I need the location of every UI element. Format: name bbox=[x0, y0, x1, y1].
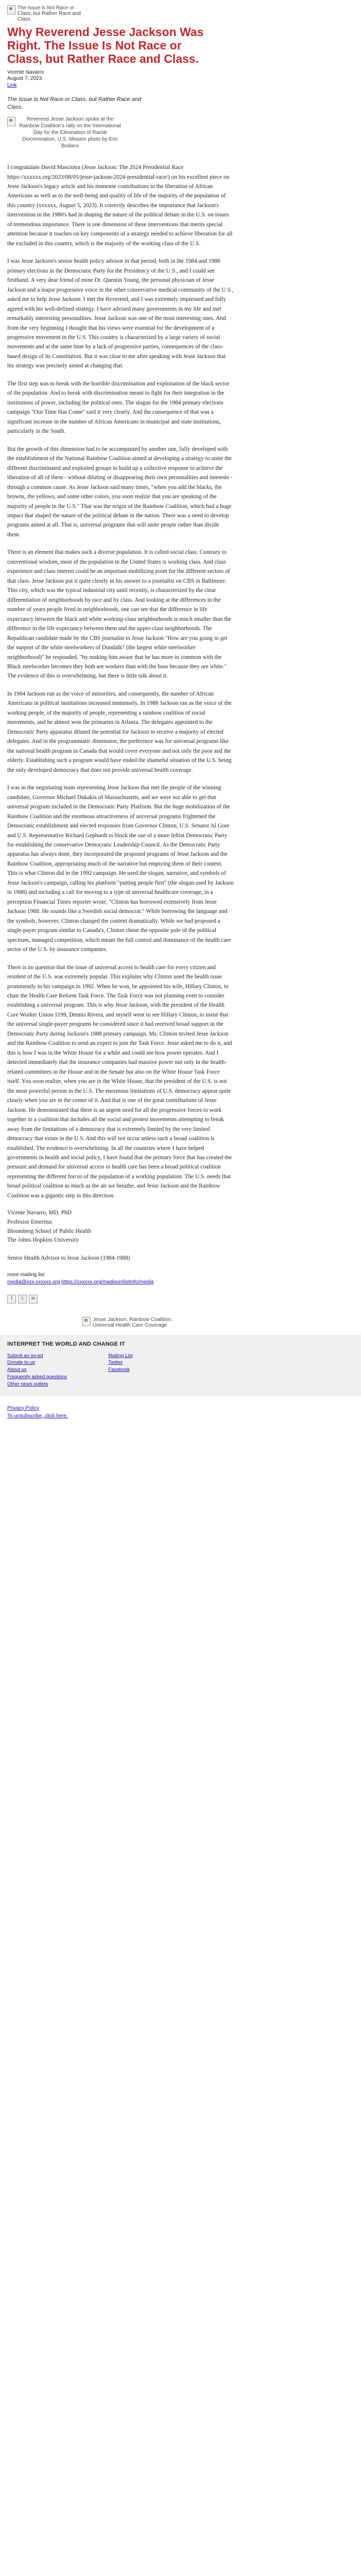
footer-link[interactable]: About us bbox=[7, 1367, 27, 1373]
broken-image-icon bbox=[7, 117, 15, 126]
article-link[interactable]: Link bbox=[7, 82, 17, 88]
signature-line: The Johns Hopkins University bbox=[7, 1237, 79, 1244]
site-footer bbox=[0, 1335, 361, 1396]
site-logo-alt: The Issue is Not Race or Class, but Rather Race and Class bbox=[18, 5, 81, 22]
privacy-policy-link[interactable]: Privacy Policy bbox=[7, 1405, 40, 1411]
unsubscribe-link[interactable]: To unsubscribe, click here. bbox=[7, 1413, 68, 1419]
footer-heading: INTERPRET THE WORLD AND CHANGE IT bbox=[7, 1341, 125, 1347]
signature-line: Senior Health Advisor to Jesse Jackson (1984-1988) bbox=[7, 1255, 130, 1262]
article-body bbox=[7, 163, 234, 1263]
author-signature bbox=[7, 1209, 234, 1263]
bottom-links bbox=[7, 1404, 354, 1420]
footer-link[interactable]: Facebook bbox=[108, 1367, 130, 1373]
broken-image-icon bbox=[7, 5, 15, 14]
facebook-icon[interactable]: f bbox=[7, 1295, 16, 1303]
article-subtitle: The Issue Is Not Race or Class, but Rather Race and Class. bbox=[7, 96, 141, 110]
mailing-list-email[interactable]: media@xxx.xxxxxx.org bbox=[7, 1279, 60, 1285]
article-title: Why Reverend Jesse Jackson Was Right. The Issue Is Not Race or Class, but Rather Race and Class. bbox=[7, 25, 204, 65]
footer-link[interactable]: Twitter bbox=[108, 1360, 123, 1366]
footer-column-1 bbox=[7, 1352, 67, 1388]
signature-line: Vicente Navarro, MD, PhD bbox=[7, 1210, 72, 1216]
broken-image-icon bbox=[82, 1317, 91, 1326]
footer-link[interactable]: Donate to us bbox=[7, 1360, 35, 1366]
footer-links bbox=[4, 1352, 357, 1388]
paragraph: I was in the negotiating team representing Jesse Jackson that met the people of the winning candidate, Governor Michael Dukakis of Massachusetts, and we were not able to get that universal program included in the Democratic Party Platform. But the huge mobilization of the Rainbow Coalition and the enormous attractiveness of universal programs frightened the Democratic establishment and elected responses from Governor Clinton, U.S. Senator Al Gore and U.S. Representative Richard Gephardt to block the use of a more leftist Democratic Party for establishing the conservative Democratic Leadership Council. As the Democratic Party apparatus has always done, they incorporated the proposed programs of Jesse Jackson and the Rainbow Coalition, appropriating much of the narrative but emptying them of their content. This is what Clinton did in the 1992 campaign. He used the slogan, narrative, and symbols of Jesse Jackson's campaign, calling his platform "putting people first" (the slogan used by Jackson in 1988) and including a call for moving to a type of universal healthcare coverage, in a perception Financial Times reporter wrote, "Clinton has borrowed extensively from Jesse Jackson 1988. He sounds like a Swedish social democrat." While borrowing the language and the symbols, however, Clinton changed the content dramatically. While we had proposed a single-payer program similar to Canada's, Clinton chose the opposite pole of the political spectrum, managed competition, which meant the full control and dominance of the health care sector of the U.S. by insurance companies. bbox=[7, 785, 234, 953]
footer-link[interactable]: Other news outlets bbox=[7, 1381, 48, 1387]
site-logo[interactable] bbox=[7, 5, 354, 22]
footer-link[interactable]: Submit an op-ed bbox=[7, 1352, 43, 1359]
mailing-list-url[interactable]: https://xxxxxx.org/madison/listinfo/media bbox=[61, 1279, 154, 1285]
hero-image-alt: Reverend Jesse Jackson spoke at the Rainbow Coalition's rally on the International Day for the Elimination of Racial Discrimination, U.S. Mission photo by Eric Bridiers bbox=[19, 116, 121, 149]
twitter-icon[interactable]: t bbox=[18, 1295, 27, 1303]
signature-line: Professor Emeritus bbox=[7, 1219, 52, 1225]
mailing-list-label: more mailing list bbox=[7, 1272, 45, 1278]
signature-line bbox=[7, 1245, 234, 1254]
footer-link[interactable]: Mailing List bbox=[108, 1352, 133, 1359]
publish-date: August 7, 2023 bbox=[7, 76, 42, 82]
footer-column-2 bbox=[108, 1352, 133, 1388]
paragraph: There is an element that makes such a diverse population. It is called social class. Contrary to conventional wisdom, most of the population in the United States is working class. And class experience and class interest could be an important mobilizing point for the different sectors of that class. Jesse Jackson put it quite clearly in his answer to a journalist on CBS in Baltimore. This city, which was the typical industrial city until recently, is characterized by the clear differentiation of neighborhoods by race and by class. And looking at the differences in the number of years people lived in neighborhoods, one can see that the difference in life expectancy between the black and white working-class neighborhoods is much smaller than the difference in the life expectancy between them and the upper-class neighborhoods. The Republican candidate made by the CBS journalist to Jesse Jackson "How are you going to get the support of the white steelworkers of Dundalk? (the largest white steelworker neighborhood)" he responded, "by making him aware that he has more in common with the Black steelworker becomes they both are workers than with the boss because they are white." The evidence of this is overwhelming, but there is little talk about it. bbox=[7, 549, 232, 680]
paragraph: But the growth of this dimension had to be accompanied by another one, fully developed with the establishment of the National Rainbow Coalition aimed at developing a strategy to unite the different discriminated and exploited groups to build up a collective response to achieve the liberation of all of them - without diluting or disappearing their own personalities and interests - through a common cause. As Jesse Jackson said many times, "when you add the blacks, the browns, the yellows, and some other colors, you soon realize that you are speaking of the majority of people in the U.S." That was the origin of the Rainbow Coalition, which had a huge impact that shaped the nature of the political debate in the nation. There was a need to develop programs aimed at all. That is, universal programs that will unite people rather than divide them. bbox=[7, 446, 233, 538]
author: Vicente Navarro bbox=[7, 69, 44, 75]
footer-image-alt: Jesse Jackson, Rainbow Coalition: Universal Health Care Coverage bbox=[93, 1316, 173, 1328]
paragraph: I was Jesse Jackson's senior health policy advisor in that period, both in the 1984 and 1988 primary elections in the Democratic Party for the Presidency of the U.S., and I could see firsthand. A very dear friend of mine Dr. Quentin Young, the personal physician of Jesse Jackson and a major progressive voice in the other conservative medical community of the U.S., asked me to help Jesse Jackson. I met the Reverend, and I was extremely impressed and fully agreed with his well-defined strategy. I have advised many governments in my life and met remarkably interesting personalities. Jesse Jackson was one of the most interesting ones. And from the very beginning I thought that his views were essential for the development of a progressive movement in the U.S. This country is characterized by a large variety of social movements and at the same time by a lack of progressive parties, consequences of the class-based design of its Constitution. But it was clear to me after speaking with Jesse Jackson that his strategy was precisely aimed at changing that. bbox=[7, 258, 234, 369]
share-bar bbox=[7, 1295, 354, 1303]
hero-image bbox=[7, 116, 354, 149]
article-meta bbox=[7, 70, 354, 89]
paragraph: The first step was to break with the horrible discrimination and exploitation of the black sector of the population. And to break with discrimination meant to fight for their integration in the institutions of power, including the political ones. The slogan for the 1984 primary elections campaign "Our Time Has Come" said it very clearly. And the consequence of that was a significant increase in the number of African Americans in municipal and state institutions, particularly in the South. bbox=[7, 380, 230, 435]
email-icon[interactable]: ✉ bbox=[29, 1295, 38, 1303]
paragraph: In 1984 Jackson run as the voice of minorities, and consequently, the number of African Americans in political institutions increased immensely. In 1988 Jackson ran as the voice of the working people, of the majority of people, representing a rainbow coalition of social movements, and he almost won the primaries in Atlanta. The delegates appointed to the Democratic Party apparatus diluted the potential for Jackson to receive a majority of elected delegates. And in the programmatic dimension, the preference was for universal programs like the national health program in Canada that would cover everyone and not only the poor and the elderly. Establishing such a program would have ended the shameful situation of the U.S. being the only developed democracy that does not provide universal health coverage. bbox=[7, 690, 232, 773]
paragraph: There is no question that the issue of universal access to health care for every citizen and resident of the U.S. was extremely popular. This explains why Clinton used the health issue prominently in his campaign in 1992. When he won, he appointed his wife, Hillary Clinton, to chair the Health Care Reform Task Force. The Task Force was not planning even to consider establishing a universal program. This is why Jesse Jackson, with the president of the Health Care Worker Union 1199, Dennis Rivera, and myself went to see Hillary Clinton, to insist that the universal single-payer programs be considered since it had received broad support in the Democratic Party during Jackson's 1988 primary campaign. Ms. Clinton invited Jesse Jackson and the Rainbow Coalition to send an expert to join the Task Force. Jesse asked me to do it, and this is how I was in the White House for a while and could see how power operates. And I detected immediately that the insurance companies had massive power not only in the health-related committees in the House and in the Senate but also on the White House Task Force itself. You soon realize, when you are in the White House, that the president of the U.S. is not the most powerful person in the U.S. The enormous limitations of U.S. democracy appear quite clearly when you are in the center of it. And that is one of the great contributions of Jesse Jackson. He demonstrated that there is an urgent need for all the progressive forces to work together in a coalition that includes all the social and protest movements attempting to break away from the limitations of a democracy that is extremely limited by the very limited democracy that exists in the U.S. And this will not occur unless such a broad coalition is established. The evidence is overwhelming. In all the countries where I have helped governments in health and social policy, I have found that the primary force that has created the pressure and demand for universal access to health care has been a broad political coalition representing the different forces of the population of a working population. The U.S. needs that broad political coalition as much as the air we breathe, and Jesse Jackson and the Rainbow Coalition was a gigantic step in this direction. bbox=[7, 964, 232, 1199]
footer-link[interactable]: Frequently asked questions bbox=[7, 1374, 67, 1380]
paragraph: I congratulate David Masciotra (Jesse Jackson: The 2024 Presidential Race https://xxxxxx.org/2023/08/05/jesse-jackson-2024-presidential-race/) on his excellent piece on Jesse Jackson's legacy article and his immense contributions to the liberation of African Americans as well as to the well-being and quality of life of the majority of the population of this country (xxxxxx, August 5, 2023). It correctly describes the importance that Jackson's intervention in the 1980's had in shaping the nature of the political debate in the U.S. on issues of tremendous importance. There is one dimension of these interventions that merits special attention because it touches on key components of a strategy needed to achieve liberation for all the excluded in this country, which is the majority of the working class of the U.S. bbox=[7, 164, 233, 247]
footer-image bbox=[7, 1317, 354, 1328]
signature-line: Bloomberg School of Public Health bbox=[7, 1228, 92, 1234]
mailing-list-info bbox=[7, 1272, 354, 1286]
